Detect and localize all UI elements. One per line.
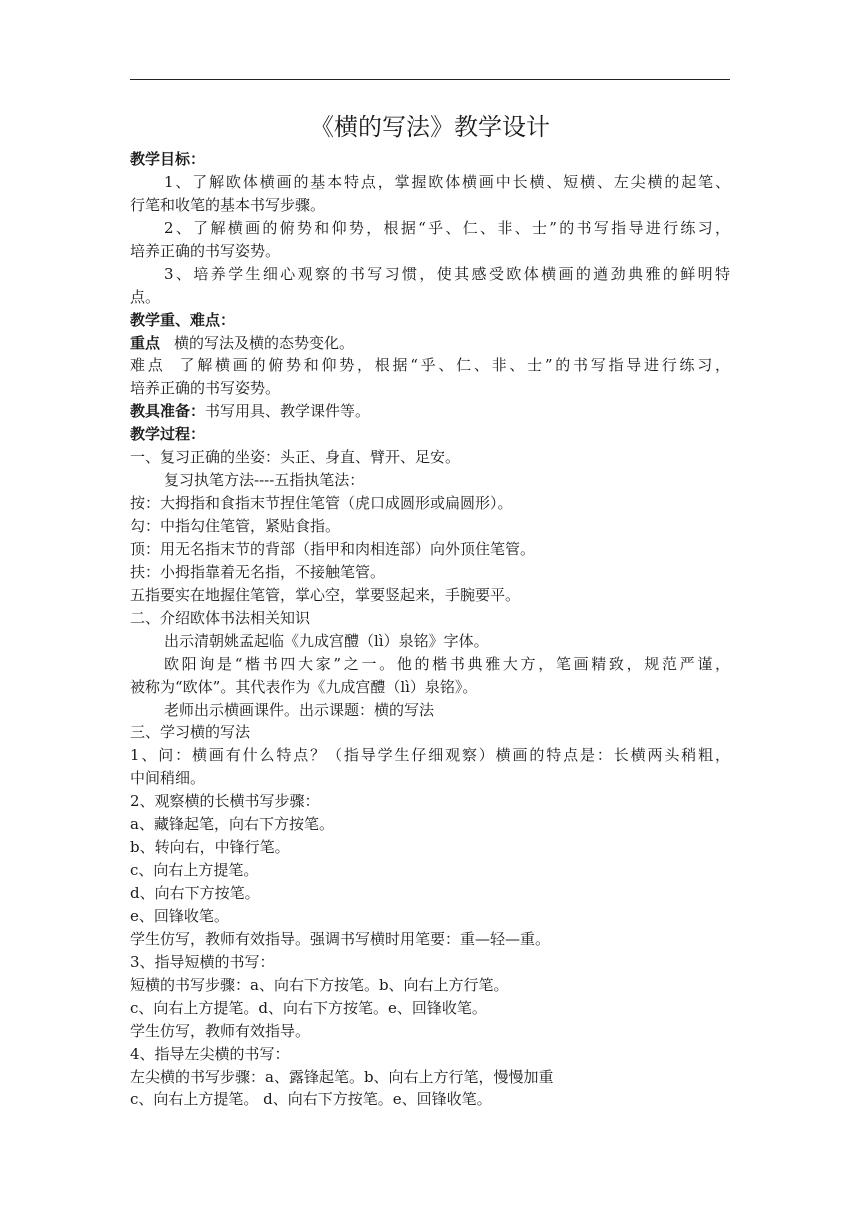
long-stroke-step-d: d、向右下方按笔。	[130, 884, 260, 902]
tools-text: 书写用具、教学课件等。	[205, 402, 371, 421]
long-stroke-step-c: c、向右上方提笔。	[130, 861, 259, 880]
section-3-question-line-1: 1、问：横画有什么特点？（指导学生仔细观察）横画的特点是：长横两头稍粗，	[130, 746, 730, 765]
short-stroke-steps-1: 短横的书写步骤：a、向右下方按笔。b、向右上方行笔。	[130, 975, 509, 994]
goal-3-line-1: 3、培养学生细心观察的书写习惯，使其感受欧体横画的遒劲典雅的鲜明特	[164, 264, 730, 283]
grip-gou: 勾：中指勾住笔管，紧贴食指。	[130, 517, 341, 535]
key-label: 重点	[130, 333, 161, 352]
header-rule	[130, 79, 730, 80]
left-pointed-stroke-steps-1: 左尖横的书写步骤：a、露锋起笔。b、向右上方行笔，慢慢加重	[130, 1067, 554, 1086]
difficulty-label: 难点	[130, 356, 166, 375]
long-stroke-step-a: a、藏锋起笔，向右下方按笔。	[130, 815, 334, 834]
section-2-title: 二、介绍欧体书法相关知识	[130, 608, 311, 627]
goal-1-line-2: 行笔和收笔的基本书写步骤。	[130, 195, 326, 214]
difficulty-row	[130, 354, 730, 377]
goal-2-line-1: 2、了解横画的俯势和仰势，根据“乎、仁、非、士”的书写指导进行练习，	[164, 218, 730, 237]
section-2-para-3: 老师出示横画课件。出示课题：横的写法	[164, 700, 435, 719]
short-stroke-practice: 学生仿写，教师有效指导。	[130, 1021, 311, 1040]
key-point-row	[130, 332, 730, 355]
keypoints-heading: 教学重、难点：	[130, 310, 236, 329]
tools-label: 教具准备：	[130, 402, 206, 421]
section-3-title: 三、学习横的写法	[130, 723, 251, 742]
goals-heading: 教学目标：	[130, 150, 206, 168]
long-stroke-step-b: b、转向右，中锋行笔。	[130, 838, 290, 857]
section-3-question-line-2: 中间稍细。	[130, 769, 206, 788]
section-2-para-2-line-2: 被称为“欧体”。其代表作为《九成宫醴（lì）泉铭》。	[130, 677, 478, 696]
grip-ding: 顶：用无名指末节的背部（指甲和肉相连部）向外顶住笔管。	[130, 539, 536, 558]
long-stroke-step-e: e、回锋收笔。	[130, 906, 229, 925]
goal-3-line-2: 点。	[130, 287, 161, 306]
key-text: 横的写法及横的态势变化。	[174, 333, 355, 352]
grip-fu: 扶：小拇指靠着无名指，不接触笔管。	[130, 562, 386, 581]
section-2-para-1: 出示清朝姚孟起临《九成宫醴（lì）泉铭》字体。	[164, 631, 489, 650]
section-1-title: 一、复习正确的坐姿：头正、身直、臂开、足安。	[130, 448, 461, 467]
difficulty-line-2: 培养正确的书写姿势。	[130, 379, 281, 398]
section-1-sub: 复习执笔方法----五指执笔法：	[164, 471, 365, 490]
document-body	[130, 148, 730, 1111]
goal-1-line-1: 1、了解欧体横画的基本特点，掌握欧体横画中长横、短横、左尖横的起笔、	[164, 172, 730, 191]
goal-2-line-2: 培养正确的书写姿势。	[130, 241, 281, 260]
short-stroke-steps-2: c、向右上方提笔。d、向右下方按笔。e、回锋收笔。	[130, 998, 487, 1017]
grip-summary: 五指要实在地握住笔管，掌心空，掌要竖起来，手腕要平。	[130, 585, 521, 604]
grip-an: 按：大拇指和食指末节捏住笔管（虎口成圆形或扁圆形）。	[130, 494, 513, 513]
long-stroke-heading: 2、观察横的长横书写步骤：	[130, 792, 320, 811]
section-2-para-2-line-1: 欧阳询是“楷书四大家”之一。他的楷书典雅大方，笔画精致，规范严谨，	[164, 654, 730, 673]
difficulty-text: 了解横画的俯势和仰势，根据“乎、仁、非、士”的书写指导进行练习，	[179, 356, 730, 375]
process-heading: 教学过程：	[130, 425, 206, 444]
left-pointed-stroke-heading: 4、指导左尖横的书写：	[130, 1044, 290, 1063]
tools-row	[130, 400, 730, 423]
left-pointed-stroke-steps-2: c、向右上方提笔。 d、向右下方按笔。e、回锋收笔。	[130, 1090, 492, 1109]
short-stroke-heading: 3、指导短横的书写：	[130, 952, 275, 971]
long-stroke-practice: 学生仿写，教师有效指导。强调书写横时用笔要：重—轻—重。	[130, 929, 551, 948]
document-title: 《横的写法》教学设计	[310, 113, 550, 141]
